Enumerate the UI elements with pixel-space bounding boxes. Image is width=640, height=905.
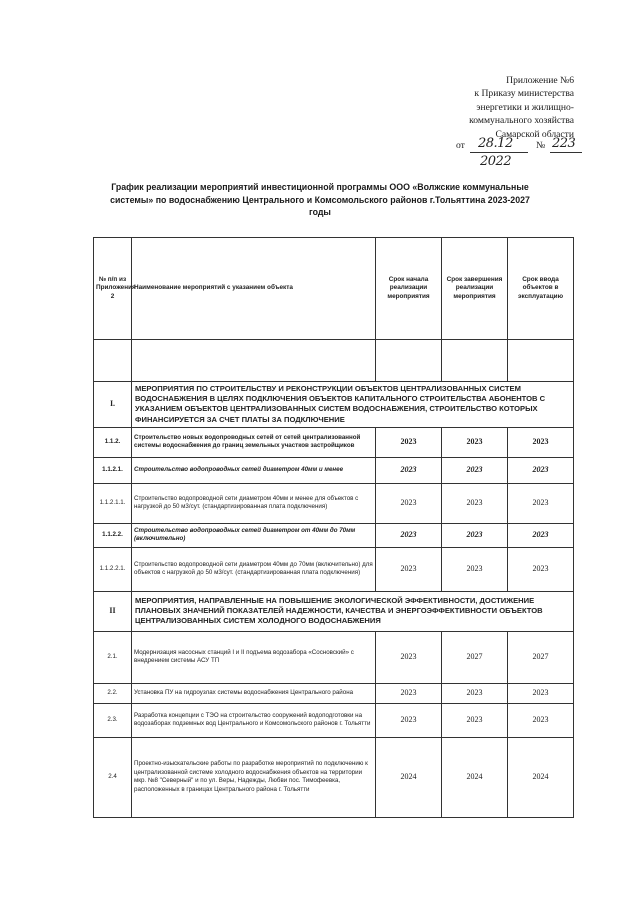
row-name: Строительство водопроводных сетей диаметром 40мм и менее [132,457,376,483]
table-row [94,547,574,591]
table-row [94,483,574,523]
row-name: Строительство водопроводных сетей диаметром от 40мм до 70мм (включительно) [132,523,376,547]
number-underline [550,152,582,153]
appendix-line-1: Приложение №6 [506,75,574,86]
row-commission: 2023 [508,523,574,547]
section-2-num: II [94,591,132,631]
row-start: 2024 [376,737,442,817]
row-name: Разработка концепции с ТЭО на строительство сооружений водоподготовки на водозаборах подземных вод Центрального и Комсомольского районов г. Тольятти [132,703,376,737]
row-end: 2023 [442,547,508,591]
section-1-title: МЕРОПРИЯТИЯ ПО СТРОИТЕЛЬСТВУ И РЕКОНСТРУКЦИИ ОБЪЕКТОВ ЦЕНТРАЛИЗОВАННЫХ СИСТЕМ ВОДОСНАБЖЕНИЯ В ЦЕЛЯХ ПОДКЛЮЧЕНИЯ ОБЪЕКТОВ КАПИТАЛЬНОГО СТРОИТЕЛЬСТВА АБОНЕНТОВ С УКАЗАНИЕМ ОБЪЕКТОВ ЦЕНТРАЛИЗОВАННЫХ СИСТЕМ ВОДОСНАБЖЕНИЯ, СТРОИТЕЛЬСТВО КОТОРЫХ ФИНАНСИРУЕТСЯ ЗА СЧЕТ ПЛАТЫ ЗА ПОДКЛЮЧЕНИЕ [132,382,574,428]
section-2-row [94,591,574,631]
row-start: 2023 [376,457,442,483]
handwritten-year: 2022 [480,154,512,169]
table-row [94,683,574,703]
row-end: 2023 [442,427,508,457]
row-num: 1.1.2.1. [94,457,132,483]
appendix-line-5: Самарской области [495,128,574,140]
table-row [94,457,574,483]
table-header-row [94,238,574,340]
document-title: График реализации мероприятий инвестиционной программы ООО «Волжские коммунальные системы» по водоснабжению Центрального и Комсомольского районов г.Тольяттина 2023-2027 годы [110,182,530,218]
table-row [94,427,574,457]
handwritten-date: 28.12 [478,136,513,151]
row-num: 1.1.2.1.1. [94,483,132,523]
handwritten-number: 223 [552,136,576,151]
row-num: 2.1. [94,631,132,683]
order-date-number [456,136,586,176]
row-start: 2023 [376,547,442,591]
row-commission: 2023 [508,683,574,703]
row-start: 2023 [376,483,442,523]
schedule-table [93,237,574,818]
row-commission: 2023 [508,457,574,483]
header-name: Наименование мероприятий с указанием объекта [132,238,376,340]
row-end: 2023 [442,483,508,523]
row-start: 2023 [376,631,442,683]
row-num: 2.4 [94,737,132,817]
row-name: Строительство новых водопроводных сетей от сетей централизованной системы водоснабжения до границ земельных участков застройщиков [132,427,376,457]
row-num: 2.3. [94,703,132,737]
table-row [94,631,574,683]
row-num: 1.1.2.2. [94,523,132,547]
row-start: 2023 [376,523,442,547]
row-commission: 2023 [508,547,574,591]
table-row [94,523,574,547]
row-commission: 2023 [508,483,574,523]
row-end: 2024 [442,737,508,817]
row-name: Строительство водопроводной сети диаметром 40мм и менее для объектов с нагрузкой до 50 м3/сут. (стандартизированная плата подключения) [132,483,376,523]
section-2-title: МЕРОПРИЯТИЯ, НАПРАВЛЕННЫЕ НА ПОВЫШЕНИЕ ЭКОЛОГИЧЕСКОЙ ЭФФЕКТИВНОСТИ, ДОСТИЖЕНИЕ ПЛАНОВЫХ ЗНАЧЕНИЙ ПОКАЗАТЕЛЕЙ НАДЕЖНОСТИ, КАЧЕСТВА И ЭНЕРГОЭФФЕКТИВНОСТИ ОБЪЕКТОВ ЦЕНТРАЛИЗОВАННЫХ СИСТЕМ ХОЛОДНОГО ВОДОСНАБЖЕНИЯ [132,591,574,631]
row-commission: 2024 [508,737,574,817]
row-num: 1.1.2.2.1. [94,547,132,591]
appendix-line-3: энергетики и жилищно- [476,101,574,113]
number-label: № [536,140,546,151]
appendix-block [438,74,574,141]
row-name: Проектно-изыскательские работы по разработке мероприятий по подключению к централизованной системе холодного водоснабжения объектов на территории мкр. №8 "Северный" и по ул. Веры, Надежды, Любви пос. Тимофеевка, расположенных в границах Центрального района г. Тольятти [132,737,376,817]
row-num: 2.2. [94,683,132,703]
row-start: 2023 [376,683,442,703]
row-end: 2023 [442,457,508,483]
row-name: Строительство водопроводной сети диаметром 40мм до 70мм (включительно) для объектов с нагрузкой до 50 м3/сут. (стандартизированная плата подключения) [132,547,376,591]
header-start: Срок начала реализации мероприятия [376,238,442,340]
row-end: 2023 [442,703,508,737]
spacer-row [94,340,574,382]
row-start: 2023 [376,703,442,737]
row-start: 2023 [376,427,442,457]
section-1-num: I. [94,382,132,428]
row-name: Установка ПУ на гидроузлах системы водоснабжения Центрального района [132,683,376,703]
appendix-line-4: коммунального хозяйства [469,115,574,127]
row-num: 1.1.2. [94,427,132,457]
table-row [94,737,574,817]
table-row [94,703,574,737]
header-num: № п/п из Приложения 2 [94,238,132,340]
header-commission: Срок ввода объектов в эксплуатацию [508,238,574,340]
row-end: 2023 [442,523,508,547]
row-commission: 2023 [508,427,574,457]
appendix-line-2: к Приказу министерства [474,88,574,100]
row-end: 2027 [442,631,508,683]
row-name: Модернизация насосных станций I и II подъема водозабора «Сосновский» с внедрением системы АСУ ТП [132,631,376,683]
header-end: Срок завершения реализации мероприятия [442,238,508,340]
from-label: от [456,140,465,151]
row-end: 2023 [442,683,508,703]
section-1-row [94,382,574,428]
row-commission: 2027 [508,631,574,683]
date-underline [470,152,528,153]
row-commission: 2023 [508,703,574,737]
